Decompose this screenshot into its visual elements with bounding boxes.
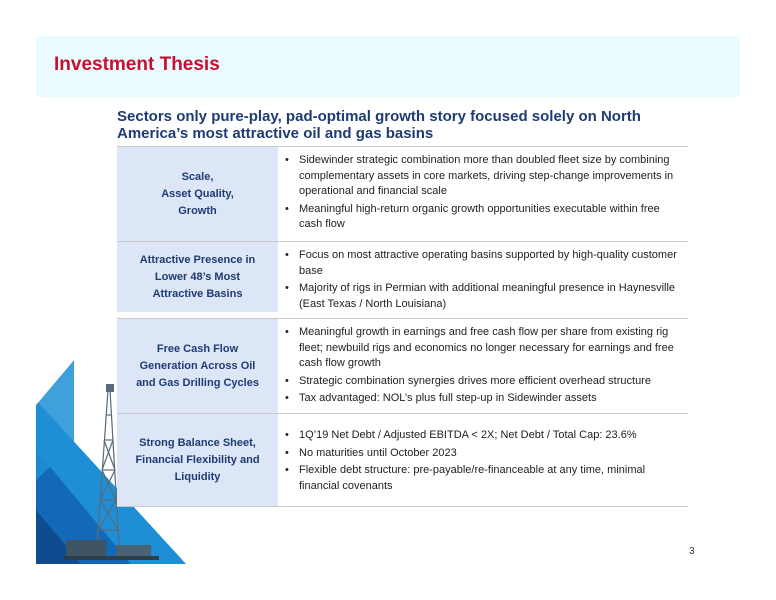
thesis-row-bullets <box>278 319 688 413</box>
bullet-icon: • <box>285 374 289 387</box>
thesis-row <box>117 242 688 319</box>
bullet-icon: • <box>285 464 289 476</box>
page-number: 3 <box>689 546 695 557</box>
bullet-icon: • <box>285 282 289 294</box>
thesis-row <box>117 414 688 507</box>
thesis-row <box>117 146 688 242</box>
bullet-icon: • <box>285 326 289 338</box>
bullet-icon: • <box>285 392 289 404</box>
bullet-icon: • <box>285 202 289 215</box>
thesis-row-bullets <box>278 147 688 241</box>
bullet-item: • Strategic combination synergies drives more efficient overhead structure <box>284 374 684 390</box>
thesis-row-label: Scale, Asset Quality, Growth <box>117 147 278 241</box>
slide-subtitle: Sectors only pure-play, pad-optimal growth story focused solely on North America’s most attractive oil and gas basins <box>117 108 641 142</box>
bullet-icon: • <box>285 154 289 166</box>
thesis-row-bullets <box>278 242 688 318</box>
bullet-item: • Meaningful high-return organic growth opportunities executable within free cash flow <box>284 202 684 233</box>
bullet-icon: • <box>285 429 289 441</box>
thesis-row-label: Attractive Presence in Lower 48’s Most Attractive Basins <box>117 242 278 312</box>
bullet-item: • Sidewinder strategic combination more than doubled fleet size by combining complementary assets in core markets, driving step-change improvements in operational and financial scale <box>284 153 684 200</box>
bullet-item: • 1Q’19 Net Debt / Adjusted EBITDA < 2X; Net Debt / Total Cap: 23.6% <box>284 428 684 444</box>
bullet-item: • Focus on most attractive operating basins supported by high-quality customer base <box>284 248 684 279</box>
thesis-row-label: Free Cash Flow Generation Across Oil and Gas Drilling Cycles <box>117 319 278 413</box>
bullet-item: • No maturities until October 2023 <box>284 446 684 462</box>
thesis-row <box>117 319 688 414</box>
investment-thesis-table <box>117 146 688 507</box>
bullet-item: • Tax advantaged: NOL’s plus full step-up in Sidewinder assets <box>284 391 684 407</box>
bullet-item: • Majority of rigs in Permian with additional meaningful presence in Haynesville (East Texas / North Louisiana) <box>284 281 684 312</box>
thesis-row-label: Strong Balance Sheet, Financial Flexibility and Liquidity <box>117 414 278 506</box>
slide-title: Investment Thesis <box>54 54 220 75</box>
bullet-icon: • <box>285 446 289 459</box>
bullet-item: • Flexible debt structure: pre-payable/re-financeable at any time, minimal financial covenants <box>284 463 684 494</box>
bullet-icon: • <box>285 249 289 261</box>
thesis-row-bullets <box>278 414 688 506</box>
bullet-item: • Meaningful growth in earnings and free cash flow per share from existing rig fleet; newbuild rigs and economics no longer necessary for earnings and free cash flow growth <box>284 325 684 372</box>
